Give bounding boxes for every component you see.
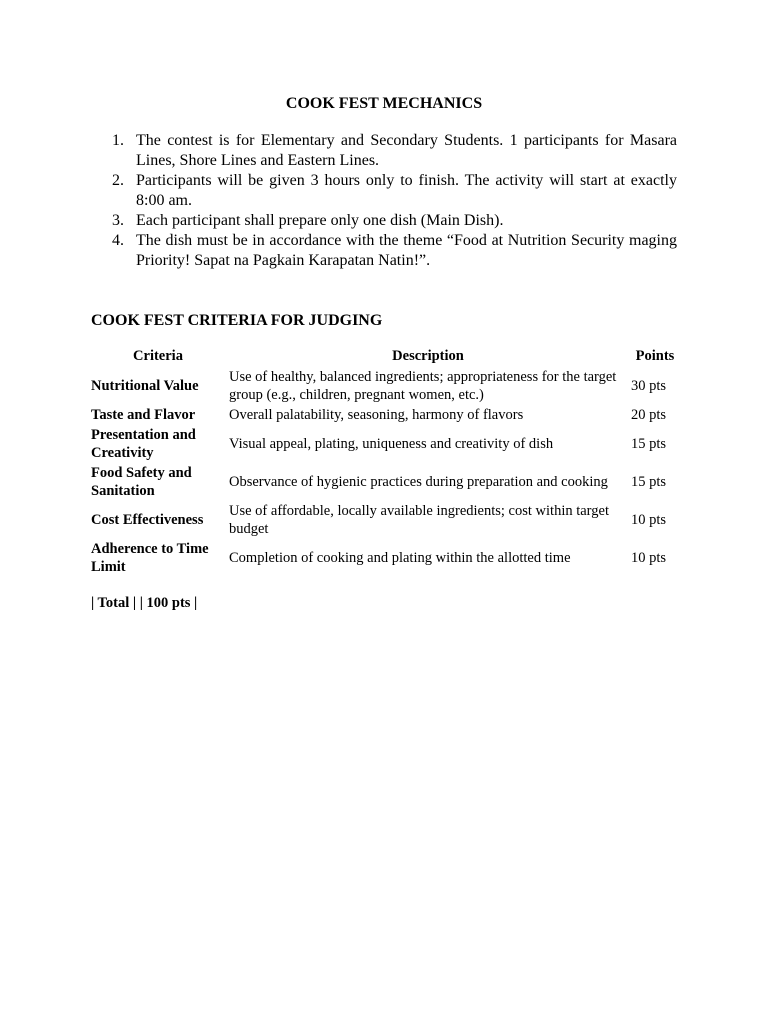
- column-header-points: Points: [635, 348, 675, 364]
- description-cell: Use of healthy, balanced ingredients; appropriateness for the target group (e.g., children, pregnant women, etc.): [229, 369, 617, 403]
- page-title: COOK FEST MECHANICS: [285, 95, 483, 112]
- description-cell: Use of affordable, locally available ingredients; cost within target budget: [229, 503, 609, 537]
- mechanics-list: [112, 131, 677, 271]
- mechanics-item: [112, 131, 677, 171]
- mechanics-item-number: 4.: [112, 232, 124, 249]
- mechanics-item-number: 1.: [112, 132, 124, 149]
- table-row: [89, 540, 681, 578]
- mechanics-item: [112, 211, 677, 231]
- points-cell: 10 pts: [631, 550, 667, 566]
- description-cell: Overall palatability, seasoning, harmony of flavors: [229, 407, 524, 423]
- mechanics-item-text: Participants will be given 3 hours only to finish. The activity will start at exactly 8:00 am.: [136, 172, 677, 209]
- criteria-cell: Presentation and Creativity: [91, 427, 196, 461]
- points-cell: 15 pts: [631, 436, 667, 452]
- column-header-description: Description: [392, 348, 464, 364]
- table-row: [89, 368, 681, 406]
- table-row: [89, 426, 681, 464]
- table-header-row: [89, 347, 681, 368]
- table-row: [89, 502, 681, 540]
- description-cell: Visual appeal, plating, uniqueness and creativity of dish: [229, 436, 554, 452]
- column-header-criteria: Criteria: [133, 348, 183, 364]
- criteria-cell: Cost Effectiveness: [91, 512, 204, 528]
- points-cell: 20 pts: [631, 407, 667, 423]
- mechanics-item-number: 2.: [112, 172, 124, 189]
- mechanics-item-text: The contest is for Elementary and Secondary Students. 1 participants for Masara Lines, Shore Lines and Eastern Lines.: [136, 132, 677, 169]
- mechanics-item: [112, 171, 677, 211]
- criteria-cell: Food Safety and Sanitation: [91, 465, 192, 499]
- description-cell: Completion of cooking and plating within the allotted time: [229, 550, 571, 566]
- mechanics-item-text: Each participant shall prepare only one dish (Main Dish).: [136, 212, 504, 229]
- description-cell: Observance of hygienic practices during preparation and cooking: [229, 474, 608, 490]
- points-cell: 10 pts: [631, 512, 667, 528]
- mechanics-item: [112, 231, 677, 271]
- criteria-heading: COOK FEST CRITERIA FOR JUDGING: [91, 312, 383, 329]
- points-cell: 15 pts: [631, 474, 667, 490]
- criteria-cell: Nutritional Value: [91, 378, 199, 394]
- criteria-table: [89, 347, 681, 578]
- table-row: [89, 406, 681, 426]
- points-cell: 30 pts: [631, 378, 667, 394]
- criteria-cell: Taste and Flavor: [91, 407, 196, 423]
- table-row: [89, 464, 681, 502]
- total-line: | Total | | 100 pts |: [91, 595, 198, 611]
- mechanics-item-text: The dish must be in accordance with the theme “Food at Nutrition Security maging Priority! Sapat na Pagkain Karapatan Natin!”.: [136, 232, 677, 269]
- criteria-cell: Adherence to Time Limit: [91, 541, 209, 575]
- mechanics-item-number: 3.: [112, 212, 124, 229]
